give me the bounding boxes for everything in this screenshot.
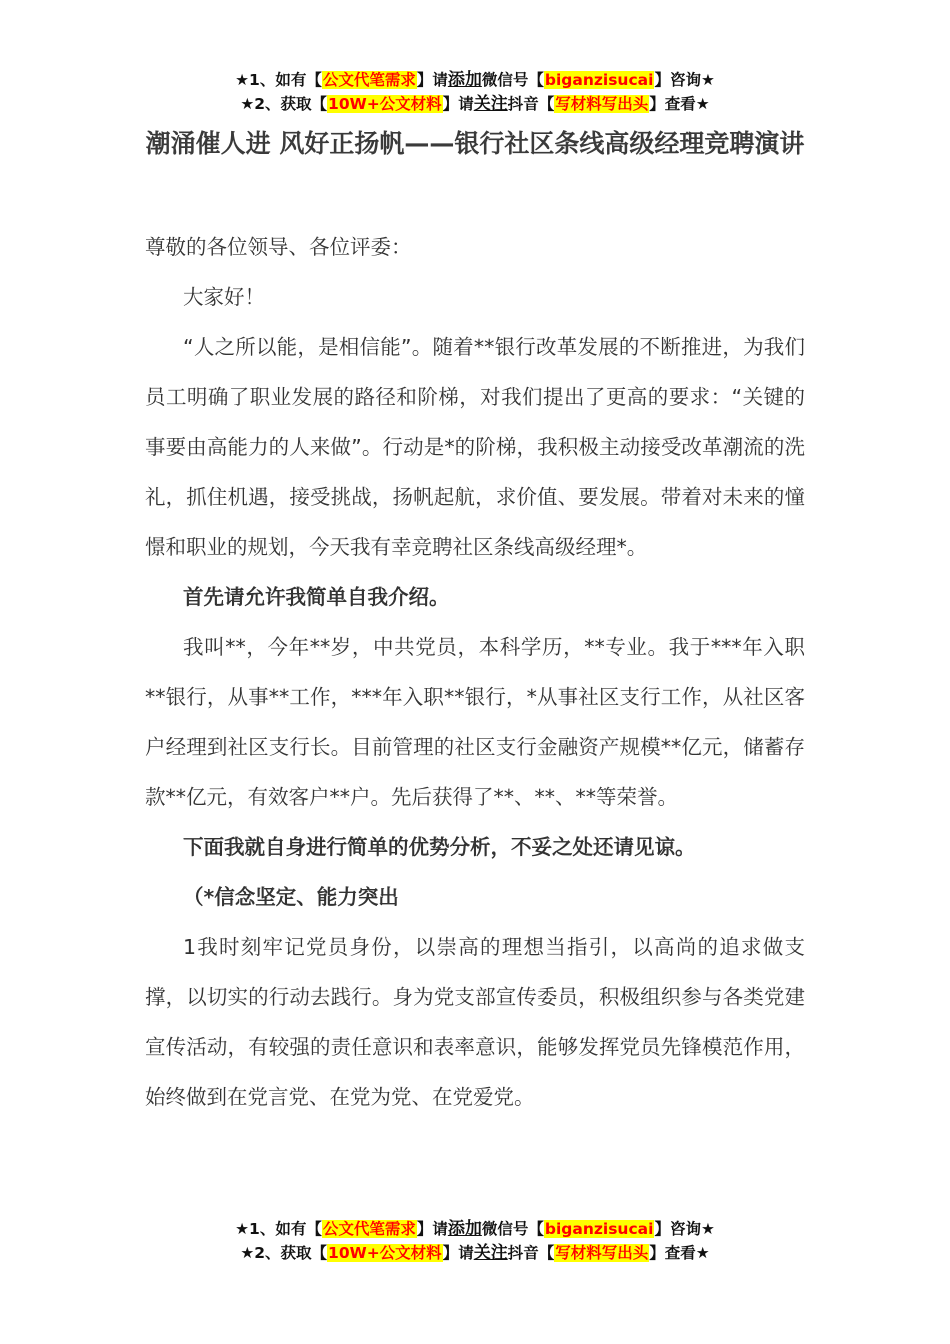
banner-text: 】咨询★ bbox=[654, 1220, 715, 1238]
banner-emphasis: 添加 bbox=[447, 70, 482, 90]
banner-highlight: 公文代笔需求 bbox=[322, 1220, 416, 1238]
banner-text: ★2、获取【 bbox=[240, 95, 328, 113]
bottom-banner bbox=[0, 1217, 950, 1265]
banner-text: 微信号【 bbox=[481, 71, 544, 89]
banner-emphasis: 添加 bbox=[447, 1219, 482, 1239]
banner-wechat-id: biganzisucai bbox=[544, 1220, 654, 1238]
top-banner bbox=[0, 68, 950, 116]
greeting: 大家好！ bbox=[183, 285, 265, 309]
banner-highlight: 公文代笔需求 bbox=[322, 71, 416, 89]
banner-text: ★2、获取【 bbox=[240, 1244, 328, 1262]
banner-text: ★1、如有【 bbox=[235, 1220, 322, 1238]
banner-line-2 bbox=[0, 92, 950, 116]
banner-text: 微信号【 bbox=[481, 1220, 544, 1238]
section-heading: 下面我就自身进行简单的优势分析，不妥之处还请见谅。 bbox=[183, 835, 696, 859]
banner-text: 】请 bbox=[442, 95, 474, 113]
salutation: 尊敬的各位领导、各位评委： bbox=[145, 235, 412, 259]
banner-text: 】请 bbox=[416, 1220, 448, 1238]
banner-wechat-id: biganzisucai bbox=[544, 71, 654, 89]
banner-text: 抖音【 bbox=[507, 95, 555, 113]
document-body bbox=[145, 222, 805, 1122]
body-paragraph: 我叫**，今年**岁，中共党员，本科学历，**专业。我于***年入职**银行，从事**工作，***年入职**银行，*从事社区支行工作，从社区客户经理到社区支行长。目前管理的社区支行金融资产规模**亿元，储蓄存款**亿元，有效客户**户。先后获得了**、**、**等荣誉。 bbox=[145, 635, 805, 809]
banner-highlight: 10W+公文材料 bbox=[328, 1244, 442, 1262]
banner-text: 】咨询★ bbox=[654, 71, 715, 89]
banner-line-2 bbox=[0, 1241, 950, 1265]
banner-highlight: 10W+公文材料 bbox=[328, 95, 442, 113]
banner-text: 】请 bbox=[416, 71, 448, 89]
banner-text: 】请 bbox=[442, 1244, 474, 1262]
subsection-heading: （*信念坚定、能力突出 bbox=[183, 885, 399, 909]
banner-emphasis: 关注 bbox=[473, 1243, 508, 1263]
body-paragraph: “人之所以能，是相信能”。随着**银行改革发展的不断推进，为我们员工明确了职业发展的路径和阶梯，对我们提出了更高的要求：“关键的事要由高能力的人来做”。行动是*的阶梯，我积极主动接受改革潮流的洗礼，抓住机遇，接受挑战，扬帆起航，求价值、要发展。带着对未来的憧憬和职业的规划，今天我有幸竞聘社区条线高级经理*。 bbox=[145, 335, 805, 559]
banner-text: ★1、如有【 bbox=[235, 71, 322, 89]
section-heading: 首先请允许我简单自我介绍。 bbox=[183, 585, 450, 609]
banner-text: 】查看★ bbox=[649, 95, 710, 113]
banner-emphasis: 关注 bbox=[473, 94, 508, 114]
banner-douyin-id: 写材料写出头 bbox=[555, 95, 649, 113]
banner-text: 】查看★ bbox=[649, 1244, 710, 1262]
banner-line-1 bbox=[0, 1217, 950, 1241]
banner-line-1 bbox=[0, 68, 950, 92]
body-paragraph: 1我时刻牢记党员身份，以崇高的理想当指引，以高尚的追求做支撑，以切实的行动去践行。身为党支部宣传委员，积极组织参与各类党建宣传活动，有较强的责任意识和表率意识，能够发挥党员先锋模范作用，始终做到在党言党、在党为党、在党爱党。 bbox=[145, 935, 805, 1109]
banner-douyin-id: 写材料写出头 bbox=[555, 1244, 649, 1262]
banner-text: 抖音【 bbox=[507, 1244, 555, 1262]
document-title: 潮涌催人进 风好正扬帆——银行社区条线高级经理竞聘演讲 bbox=[145, 129, 805, 158]
